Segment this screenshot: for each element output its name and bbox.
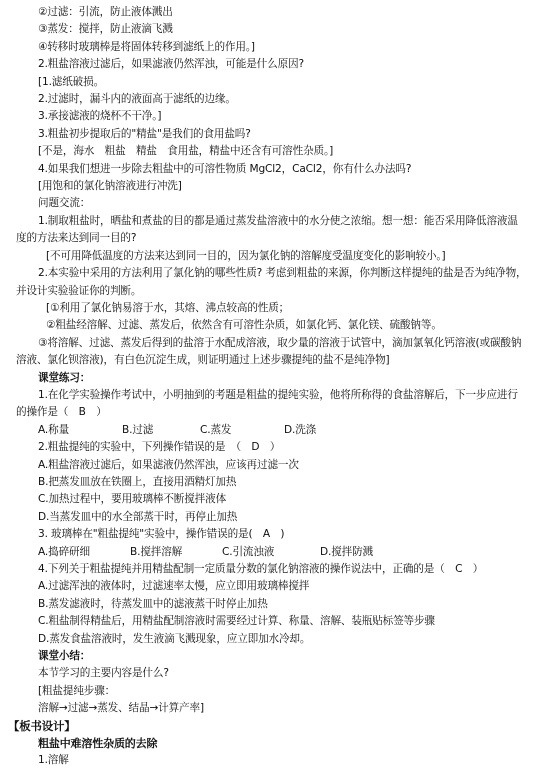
- question-1: 1.制取粗盐时，晒盐和煮盐的目的都是通过蒸发盐溶液中的水分使之浓缩。想一想：能否采用降低溶液温度的方法来达到同一目的?: [16, 214, 518, 245]
- option: C.粗盐制得精盐后，用精盐配制溶液时需要经过计算、称量、溶解、装瓶贴标签等步骤: [38, 615, 435, 628]
- option: B.蒸发滤液时，待蒸发皿中的滤液蒸干时停止加热: [38, 597, 268, 610]
- practice-question-3-options: [8, 544, 527, 561]
- text-line: 3.承接滤液的烧杯不干净。]: [38, 110, 162, 123]
- option: C.加热过程中，要用玻璃棒不断搅拌液体: [38, 493, 227, 506]
- option: B.搅拌溶解: [130, 545, 183, 558]
- option: A.捣碎研细: [38, 545, 90, 558]
- text-line: 2.粗盐溶液过滤后，如果滤液仍然浑浊，可能是什么原因?: [38, 58, 304, 71]
- practice-question-1-options: [8, 422, 527, 439]
- summary-question: 本节学习的主要内容是什么?: [38, 667, 169, 680]
- answer-1: [不可用降低温度的方法来达到同一目的，因为氯化钠的溶解度受温度变化的影响较小。]: [46, 249, 446, 262]
- board-design-heading: 【板书设计】: [8, 718, 76, 733]
- board-design-title: 粗盐中难溶性杂质的去除: [38, 737, 158, 751]
- text-line: 2.过滤时，漏斗内的液面高于滤纸的边缘。: [38, 93, 236, 106]
- option: A.过滤浑浊的液体时，过滤速率太慢，应立即用玻璃棒搅拌: [38, 580, 310, 593]
- text-line: ③蒸发：搅拌，防止液滴飞溅: [38, 23, 173, 36]
- answer-2-part-3: ③将溶解、过滤、蒸发后得到的盐溶于水配成溶液，取少量的溶液于试管中，滴加氯氧化钙溶液(或碳酸钠溶液、氯化钡溶液)，有白色沉淀生成，则证明通过上述步骤提纯的盐不是纯净物]: [16, 336, 522, 367]
- option: B.把蒸发皿放在铁圈上，直接用酒精灯加热: [38, 475, 237, 488]
- practice-question-1: 1.在化学实验操作考试中，小明抽到的考题是粗盐的提纯实验，他将所称得的食盐溶解后，下一步应进行的操作是（ B ）: [16, 388, 518, 419]
- practice-question-4: 4.下列关于粗盐提纯并用精盐配制一定质量分数的氯化钠溶液的操作说法中，正确的是（ C ）: [38, 563, 484, 575]
- text-line: 4.如果我们想进一步除去粗盐中的可溶性物质 MgCl2，CaCl2，你有什么办法吗?: [38, 162, 412, 175]
- answer-2-part-1: [①利用了氯化钠易溶于水，其熔、沸点较高的性质；: [46, 301, 290, 314]
- text-line: [1.滤纸破损。: [38, 75, 105, 88]
- text-line: ②过滤：引流，防止液体溅出: [38, 6, 173, 18]
- option: C.引流浊液: [222, 545, 275, 558]
- text-line: 问题交流：: [38, 197, 91, 210]
- text-line: [不是，海水 粗盐 精盐 食用盐，精盐中还含有可溶性杂质。]: [38, 145, 334, 158]
- summary-heading: 课堂小结：: [38, 650, 91, 663]
- option: D.洗涤: [284, 423, 317, 436]
- question-2: 2.本实验中采用的方法利用了氯化钠的哪些性质? 考虑到粗盐的来源，你判断这样提纯的盐是否为纯净物，并设计实验验证你的判断。: [16, 267, 527, 297]
- summary-answer-line: 溶解→过滤→蒸发、结晶→计算产率]: [38, 702, 204, 715]
- option: D.搅拌防溅: [320, 545, 373, 558]
- option: B.过滤: [122, 423, 154, 436]
- text-line: ④转移时玻璃棒是将固体转移到滤纸上的作用。]: [38, 40, 255, 53]
- option: A.粗盐溶液过滤后，如果滤液仍然浑浊，应该再过滤一次: [38, 458, 299, 471]
- option: D.当蒸发皿中的水全部蒸干时，再停止加热: [38, 510, 238, 523]
- option: D.蒸发食盐溶液时，发生液滴飞溅现象，应立即加水冷却。: [38, 632, 311, 645]
- practice-question-3: 3. 玻璃棒在"粗盐提纯"实验中，操作错误的是( A ): [38, 528, 285, 541]
- answer-2-part-2: ②粗盐经溶解、过滤、蒸发后，依然含有可溶性杂质，如氯化钙、氯化镁、硫酸钠等。: [46, 319, 442, 332]
- option: A.称量: [38, 423, 70, 436]
- practice-heading: 课堂练习：: [38, 371, 91, 384]
- option: C.蒸发: [200, 423, 232, 436]
- practice-question-2: 2.粗盐提纯的实验中，下列操作错误的是 （ D ）: [38, 441, 281, 454]
- text-line: [用饱和的氯化钠溶液进行冲洗]: [38, 180, 182, 193]
- summary-answer-line: [粗盐提纯步骤：: [38, 684, 116, 697]
- text-line: 3.粗盐初步提取后的"精盐"是我们的食用盐吗?: [38, 127, 251, 140]
- board-design-item: 1.溶解: [38, 754, 69, 767]
